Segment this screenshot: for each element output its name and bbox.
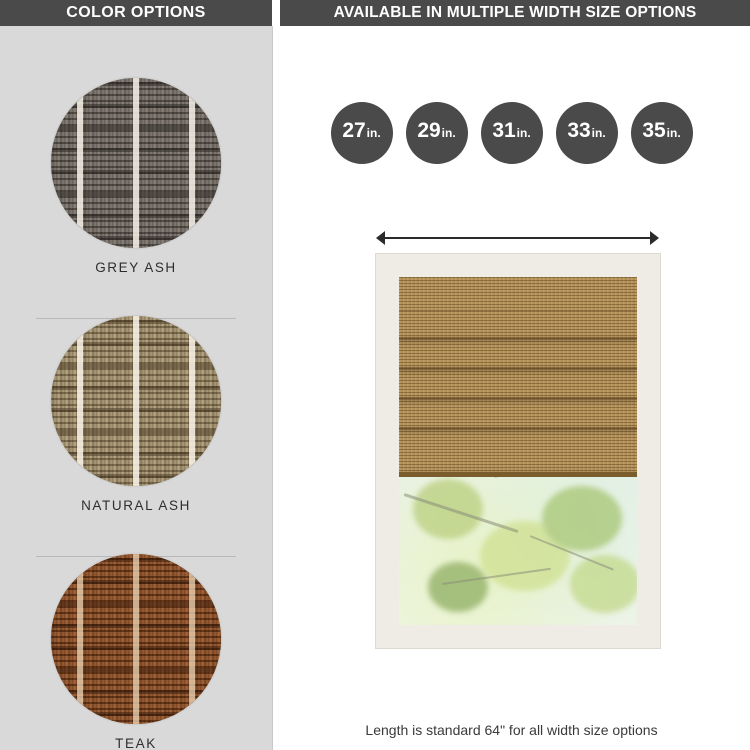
shade-valance [399,277,637,311]
swatch-image-natural-ash [51,316,221,486]
arrow-line [382,237,653,239]
swatch-label-natural-ash: NATURAL ASH [81,498,191,513]
window-glass-area [399,277,637,625]
product-photo [375,253,661,649]
shade-body [399,311,637,477]
color-options-header: COLOR OPTIONS [0,0,272,26]
color-swatch-teak[interactable] [0,554,272,750]
swatch-image-grey-ash [51,78,221,248]
swatch-image-teak [51,554,221,724]
length-caption: Length is standard 64" for all width size options [365,722,658,738]
bamboo-roman-shade[interactable] [399,277,637,477]
shade-bottom-rail [399,472,637,477]
weave-cords [51,78,221,248]
header-divider [272,0,280,26]
arrow-right-head-icon [650,231,659,245]
width-options-header: AVAILABLE IN MULTIPLE WIDTH SIZE OPTIONS [280,0,750,26]
size-badge-31[interactable] [481,102,543,164]
size-badge-27[interactable] [331,102,393,164]
size-badge-unit: in. [591,126,606,140]
size-badge-unit: in. [366,126,381,140]
width-options-panel [273,26,750,750]
size-badge-list [273,102,750,164]
size-badge-number: 33 [567,119,591,142]
weave-cords [51,316,221,486]
swatch-label-grey-ash: GREY ASH [95,260,177,275]
swatch-label-teak: TEAK [115,736,157,750]
size-badge-unit: in. [666,126,681,140]
color-swatch-natural-ash[interactable] [0,316,272,513]
header-bar [0,0,750,26]
size-badge-number: 31 [492,119,516,142]
size-badge-29[interactable] [406,102,468,164]
color-swatch-grey-ash[interactable] [0,78,272,275]
size-badge-unit: in. [516,126,531,140]
weave-cords [51,554,221,724]
color-options-panel [0,26,273,750]
size-badge-35[interactable] [631,102,693,164]
size-badge-33[interactable] [556,102,618,164]
size-badge-unit: in. [441,126,456,140]
width-measurement-arrow [376,231,659,245]
size-badge-number: 29 [417,119,441,142]
size-badge-number: 27 [342,119,366,142]
size-badge-number: 35 [642,119,666,142]
